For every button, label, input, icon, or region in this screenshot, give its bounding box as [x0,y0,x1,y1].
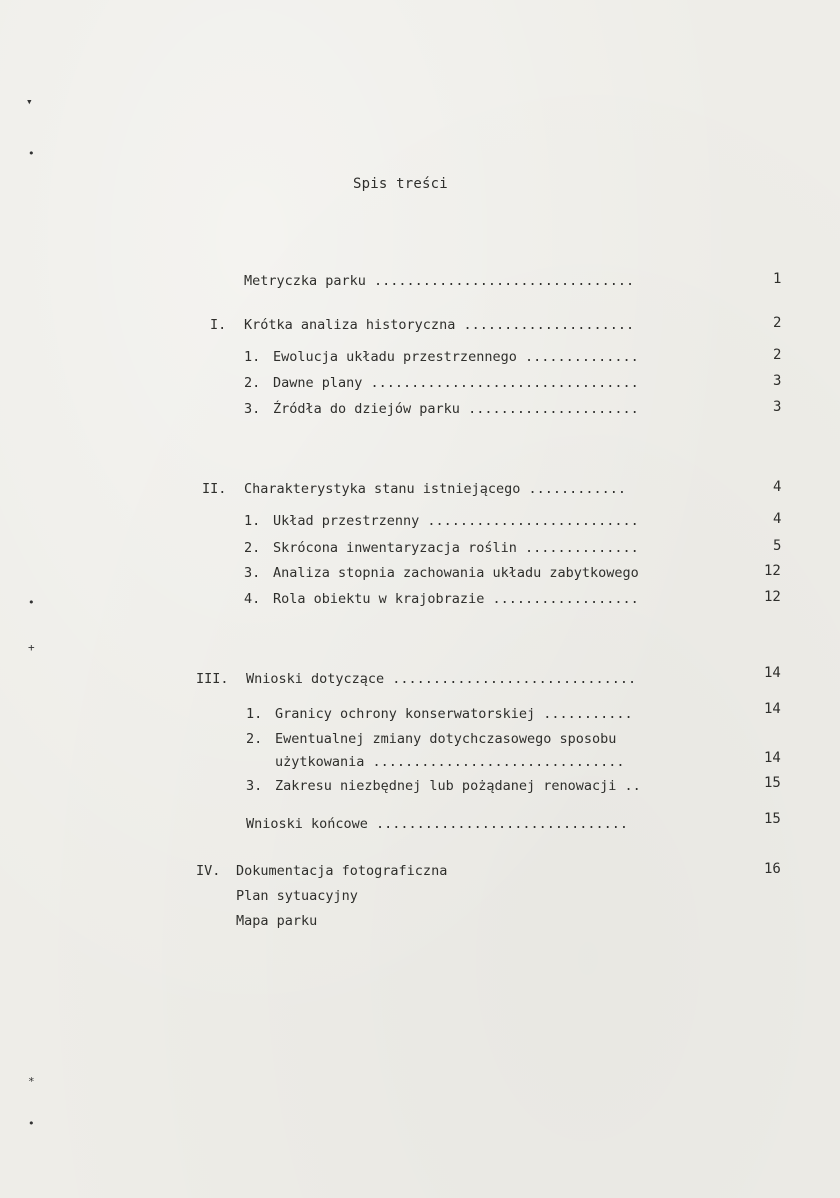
toc-page-number: 15 [764,811,781,827]
toc-entry-text: Źródła do dziejów parku ..................... [273,401,639,417]
margin-mark: • [28,147,35,160]
toc-entry-text: Metryczka parku ................................ [244,273,635,289]
toc-entry-number: 3. [244,565,261,581]
toc-page-number: 15 [764,775,781,791]
toc-page-number: 3 [773,373,782,389]
toc-entry-text: Analiza stopnia zachowania układu zabytkowego [273,565,639,581]
toc-page-number: 5 [773,538,782,554]
toc-page-number: 1 [773,271,782,287]
margin-mark: ▾ [26,95,33,108]
toc-entry-number: 3. [244,401,261,417]
toc-page-number: 2 [773,315,782,331]
toc-entry-number: 2. [244,375,261,391]
toc-page-number: 3 [773,399,782,415]
toc-entry-text: Ewolucja układu przestrzennego .............. [273,349,639,365]
toc-page-number: 12 [764,589,781,605]
toc-entry-text: Charakterystyka stanu istniejącego ............ [244,481,627,497]
toc-entry-number: 2. [246,731,263,747]
toc-entry-number: I. [210,317,227,333]
toc-entry-number: II. [202,481,227,497]
toc-entry-text: Układ przestrzenny .......................... [273,513,639,529]
toc-entry-text: Wnioski dotyczące .............................. [246,671,637,687]
toc-entry-text: Dokumentacja fotograficzna [236,863,448,879]
toc-entry-text: Wnioski końcowe ............................... [246,816,629,832]
toc-page-number: 14 [764,750,781,766]
toc-entry-text: Mapa parku [236,913,318,929]
toc-page-number: 4 [773,511,782,527]
toc-entry-number: 1. [246,706,263,722]
toc-entry-text: Skrócona inwentaryzacja roślin .............. [273,540,639,556]
toc-entry-text: Granicy ochrony konserwatorskiej ........... [275,706,633,722]
toc-entry-number: III. [196,671,229,687]
toc-entry-text: Plan sytuacyjny [236,888,358,904]
margin-mark: + [28,641,35,654]
toc-page-number: 2 [773,347,782,363]
toc-entry-number: 3. [246,778,263,794]
toc-entry-number: IV. [196,863,221,879]
margin-mark: • [28,1117,35,1130]
toc-entry-text: Ewentualnej zmiany dotychczasowego sposobu [275,731,617,747]
toc-page-number: 14 [764,701,781,717]
toc-entry-text: Rola obiektu w krajobrazie .................. [273,591,639,607]
toc-entry-text: Krótka analiza historyczna ..................... [244,317,635,333]
toc-entry-number: 1. [244,349,261,365]
page-title: Spis treści [353,176,448,192]
toc-page-number: 4 [773,479,782,495]
toc-page-number: 12 [764,563,781,579]
toc-entry-number: 2. [244,540,261,556]
toc-entry-text: użytkowania ............................... [275,754,625,770]
margin-mark: • [28,596,35,609]
toc-entry-text: Dawne plany ................................. [273,375,639,391]
toc-page-number: 16 [764,861,781,877]
toc-entry-number: 1. [244,513,261,529]
toc-page-number: 14 [764,665,781,681]
margin-mark: * [28,1075,35,1088]
toc-entry-text: Zakresu niezbędnej lub pożądanej renowacji .. [275,778,641,794]
toc-entry-number: 4. [244,591,261,607]
